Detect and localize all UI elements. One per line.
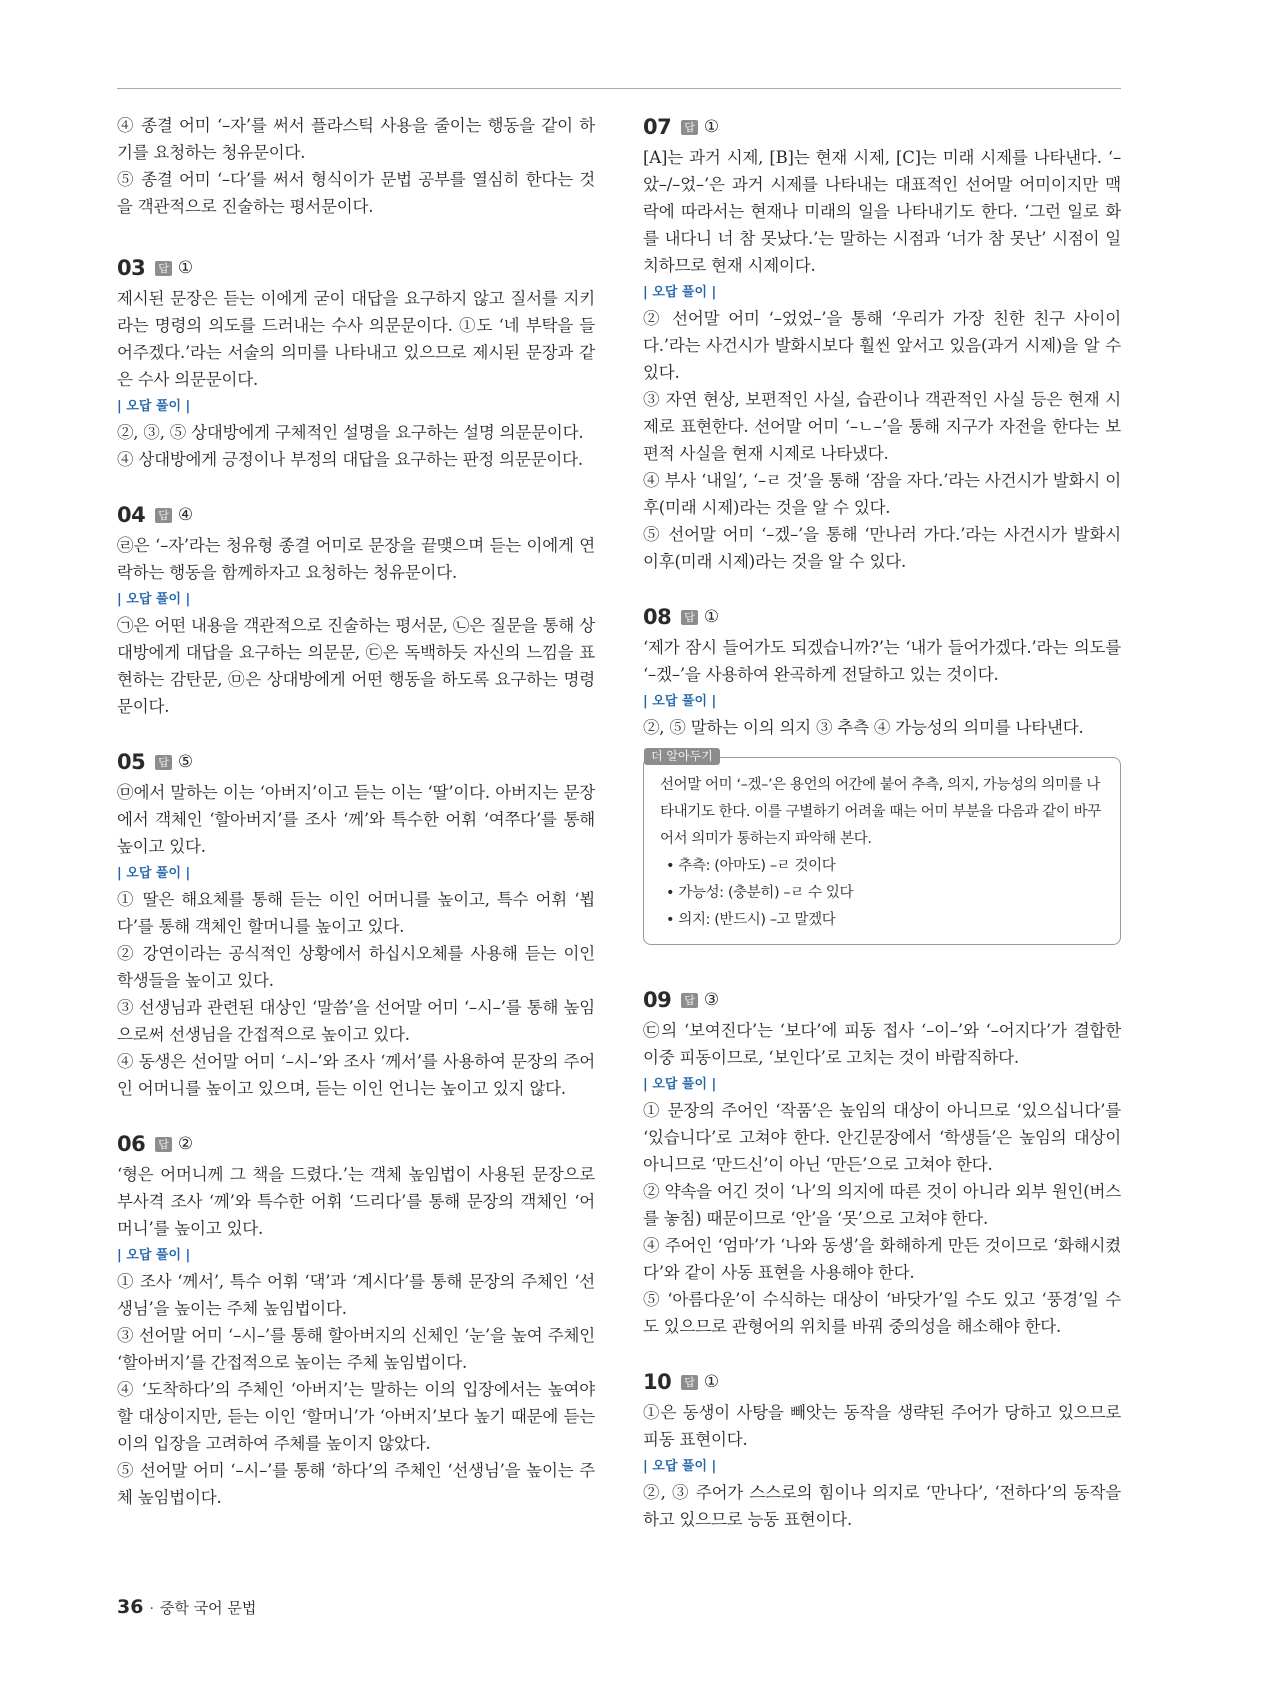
wrong-answer-item: ⑤ ‘아름다운’이 수식하는 대상이 ‘바닷가’일 수도 있고 ‘풍경’일 수도 있으므로 관형어의 위치를 바꿔 중의성을 해소해야 한다. [643,1290,1121,1336]
question-header [643,112,1121,142]
tip-label: 더 알아두기 [644,748,720,765]
intro-paragraph: ④ 종결 어미 ‘–자’를 써서 플라스틱 사용을 줄이는 행동을 같이 하기를 요청하는 청유문이다. [117,116,595,162]
question-03 [117,253,595,473]
page-footer [117,1596,256,1618]
wrong-answer-label: | 오답 풀이 | [117,866,191,881]
question-header [643,985,1121,1015]
wrong-answer-item: ① 조사 ‘께서’, 특수 어휘 ‘댁’과 ‘계시다’를 통해 문장의 주체인 ‘선생님’을 높이는 주체 높임법이다. [117,1272,595,1318]
wrong-answer-label: | 오답 풀이 | [117,592,191,607]
question-10 [643,1367,1121,1533]
question-07 [643,112,1121,575]
wrong-answer-item: ②, ③ 주어가 스스로의 힘이나 의지로 ‘만나다’, ‘전하다’의 동작을 하고 있으므로 능동 표현이다. [643,1483,1121,1529]
wrong-answer-item: ④ ‘도착하다’의 주체인 ‘아버지’는 말하는 이의 입장에서는 높여야 할 대상이지만, 듣는 이인 ‘할머니’가 ‘아버지’보다 높기 때문에 듣는 이의 입장을 고려하여 주체를 높이지 않았다. [117,1380,595,1453]
explanation: ‘형은 어머니께 그 책을 드렸다.’는 객체 높임법이 사용된 문장으로 부사격 조사 ‘께’와 특수한 어휘 ‘드리다’를 통해 문장의 객체인 ‘어머니’를 높이고 있다. [117,1165,595,1238]
wrong-answer-item: ④ 부사 ‘내일’, ‘–ㄹ 것’을 통해 ‘잠을 자다.’라는 사건시가 발화시 이후(미래 시제)라는 것을 알 수 있다. [643,471,1121,517]
answer-badge: 답 [155,1137,172,1152]
wrong-answer-label: | 오답 풀이 | [643,1459,717,1474]
question-header [117,747,595,777]
wrong-answer-item: ② 약속을 어긴 것이 ‘나’의 의지에 따른 것이 아니라 외부 원인(버스를 놓침) 때문이므로 ‘안’을 ‘못’으로 고쳐야 한다. [643,1182,1121,1228]
explanation: 제시된 문장은 듣는 이에게 굳이 대답을 요구하지 않고 질서를 지키라는 명령의 의도를 드러내는 수사 의문문이다. ①도 ‘네 부탁을 들어주겠다.’라는 서술의 의미를 나타내고 있으므로 제시된 문장과 같은 수사 의문문이다. [117,289,595,389]
question-number: 06 [117,1132,146,1156]
tip-text: 선어말 어미 ‘–겠–’은 용언의 어간에 붙어 추측, 의지, 가능성의 의미를 나타내기도 한다. 이를 구별하기 어려울 때는 어미 부분을 다음과 같이 바꾸어서 의미가 통하는지 파악해 본다. [660,777,1101,847]
wrong-answer-item: ① 문장의 주어인 ‘작품’은 높임의 대상이 아니므로 ‘있으십니다’를 ‘있습니다’로 고쳐야 한다. 안긴문장에서 ‘학생들’은 높임의 대상이 아니므로 ‘만드신’이 아닌 ‘만든’으로 고쳐야 한다. [643,1101,1121,1174]
explanation: [A]는 과거 시제, [B]는 현재 시제, [C]는 미래 시제를 나타낸다. ‘–았–/–었–’은 과거 시제를 나타내는 대표적인 선어말 어미이지만 맥락에 따라서는 현재나 미래의 일을 나타내기도 한다. ‘그런 일로 화를 내다니 너 참 못났다.’는 말하는 시점과 ‘너가 참 못난’ 시점이 일치하므로 현재 시제이다. [643,148,1121,275]
wrong-answer-item: ② 선어말 어미 ‘–었었–’을 통해 ‘우리가 가장 친한 친구 사이이다.’라는 사건시가 발화시보다 훨씬 앞서고 있음(과거 시제)을 알 수 있다. [643,309,1121,382]
explanation: ㉤에서 말하는 이는 ‘아버지’이고 듣는 이는 ‘딸’이다. 아버지는 문장에서 객체인 ‘할아버지’를 조사 ‘께’와 특수한 어휘 ‘여쭈다’를 통해 높이고 있다. [117,783,595,856]
explanation: ‘제가 잠시 들어가도 되겠습니까?’는 ‘내가 들어가겠다.’라는 의도를 ‘–겠–’을 사용하여 완곡하게 전달하고 있는 것이다. [643,638,1121,684]
tip-list-item: • 의지: (반드시) –고 말겠다 [666,912,836,928]
answer-value: ① [703,117,720,137]
answer-value: ① [703,1372,720,1392]
tip-list-item: • 추측: (아마도) –ㄹ 것이다 [666,858,836,874]
answer-value: ① [177,258,194,278]
wrong-answer-label: | 오답 풀이 | [643,694,717,709]
answer-badge: 답 [681,120,698,135]
answer-badge: 답 [681,1375,698,1390]
wrong-answer-item: ② 강연이라는 공식적인 상황에서 하십시오체를 사용해 듣는 이인 학생들을 높이고 있다. [117,944,595,990]
question-header [117,500,595,530]
question-header [643,1367,1121,1397]
answer-badge: 답 [155,508,172,523]
intro-block [117,112,595,220]
wrong-answer-item: ⑤ 선어말 어미 ‘–겠–’을 통해 ‘만나러 가다.’라는 사건시가 발화시 이후(미래 시제)라는 것을 알 수 있다. [643,525,1121,571]
question-number: 04 [117,503,146,527]
wrong-answer-label: | 오답 풀이 | [643,285,717,300]
wrong-answer-item: ③ 선생님과 관련된 대상인 ‘말씀’을 선어말 어미 ‘–시–’를 통해 높임으로써 선생님을 간접적으로 높이고 있다. [117,998,595,1044]
wrong-answer-item: ⑤ 선어말 어미 ‘–시–’를 통해 ‘하다’의 주체인 ‘선생님’을 높이는 주체 높임법이다. [117,1461,595,1507]
tip-box [643,749,1121,945]
intro-paragraph: ⑤ 종결 어미 ‘–다’를 써서 형식이가 문법 공부를 열심히 한다는 것을 객관적으로 진술하는 평서문이다. [117,170,595,216]
answer-badge: 답 [155,755,172,770]
wrong-answer-item: ③ 자연 현상, 보편적인 사실, 습관이나 객관적인 사실 등은 현재 시제로 표현한다. 선어말 어미 ‘–ㄴ–’을 통해 지구가 자전을 한다는 보편적 사실을 현재 시제로 나타냈다. [643,390,1121,463]
answer-value: ② [177,1134,194,1154]
question-04 [117,500,595,720]
tip-list-item: • 가능성: (충분히) –ㄹ 수 있다 [666,885,854,901]
tip-list [660,853,1104,934]
wrong-answer-item: ④ 상대방에게 긍정이나 부정의 대답을 요구하는 판정 의문문이다. [117,450,583,469]
answer-value: ④ [177,505,194,525]
wrong-answer-item: ②, ③, ⑤ 상대방에게 구체적인 설명을 요구하는 설명 의문문이다. [117,423,584,442]
wrong-answer-item: ① 딸은 해요체를 통해 듣는 이인 어머니를 높이고, 특수 어휘 ‘뵙다’를 통해 객체인 할머니를 높이고 있다. [117,890,595,936]
page-number: 36 [117,1596,144,1618]
explanation: ㉢의 ‘보여진다’는 ‘보다’에 피동 접사 ‘–이–’와 ‘–어지다’가 결합한 이중 피동이므로, ‘보인다’로 고치는 것이 바람직하다. [643,1021,1121,1067]
question-06 [117,1129,595,1511]
wrong-answer-item: ④ 동생은 선어말 어미 ‘–시–’와 조사 ‘께서’를 사용하여 문장의 주어인 어머니를 높이고 있으며, 듣는 이인 언니는 높이고 있지 않다. [117,1052,595,1098]
question-number: 08 [643,605,672,629]
question-number: 07 [643,115,672,139]
question-09 [643,985,1121,1340]
question-number: 03 [117,256,146,280]
question-08 [643,602,1121,945]
question-header [117,253,595,283]
book-title: 중학 국어 문법 [159,1599,257,1617]
footer-separator: · [149,1601,154,1617]
wrong-answer-label: | 오답 풀이 | [643,1077,717,1092]
question-number: 09 [643,988,672,1012]
question-header [643,602,1121,632]
answer-badge: 답 [681,610,698,625]
wrong-answer-label: | 오답 풀이 | [117,399,191,414]
right-column [643,112,1121,1560]
answer-badge: 답 [155,261,172,276]
left-column [117,112,595,1538]
answer-badge: 답 [681,993,698,1008]
question-05 [117,747,595,1102]
answer-value: ① [703,607,720,627]
wrong-answer-item: ④ 주어인 ‘엄마’가 ‘나와 동생’을 화해하게 만든 것이므로 ‘화해시켰다’와 같이 사동 표현을 사용해야 한다. [643,1236,1121,1282]
question-number: 05 [117,750,146,774]
answer-value: ⑤ [177,752,194,772]
wrong-answer-item: ②, ⑤ 말하는 이의 의지 ③ 추측 ④ 가능성의 의미를 나타낸다. [643,718,1084,737]
question-number: 10 [643,1370,672,1394]
explanation: ①은 동생이 사탕을 빼앗는 동작을 생략된 주어가 당하고 있으므로 피동 표현이다. [643,1403,1121,1449]
wrong-answer-item: ③ 선어말 어미 ‘–시–’를 통해 할아버지의 신체인 ‘눈’을 높여 주체인 ‘할아버지’를 간접적으로 높이는 주체 높임법이다. [117,1326,595,1372]
question-header [117,1129,595,1159]
answer-value: ③ [703,990,720,1010]
explanation: ㉣은 ‘–자’라는 청유형 종결 어미로 문장을 끝맺으며 듣는 이에게 연락하는 행동을 함께하자고 요청하는 청유문이다. [117,536,595,582]
wrong-answer-item: ㉠은 어떤 내용을 객관적으로 진술하는 평서문, ㉡은 질문을 통해 상대방에게 대답을 요구하는 의문문, ㉢은 독백하듯 자신의 느낌을 표현하는 감탄문, ㉤은 상대방에게 어떤 행동을 하도록 요구하는 명령문이다. [117,616,595,716]
top-divider [117,88,1121,89]
wrong-answer-label: | 오답 풀이 | [117,1248,191,1263]
